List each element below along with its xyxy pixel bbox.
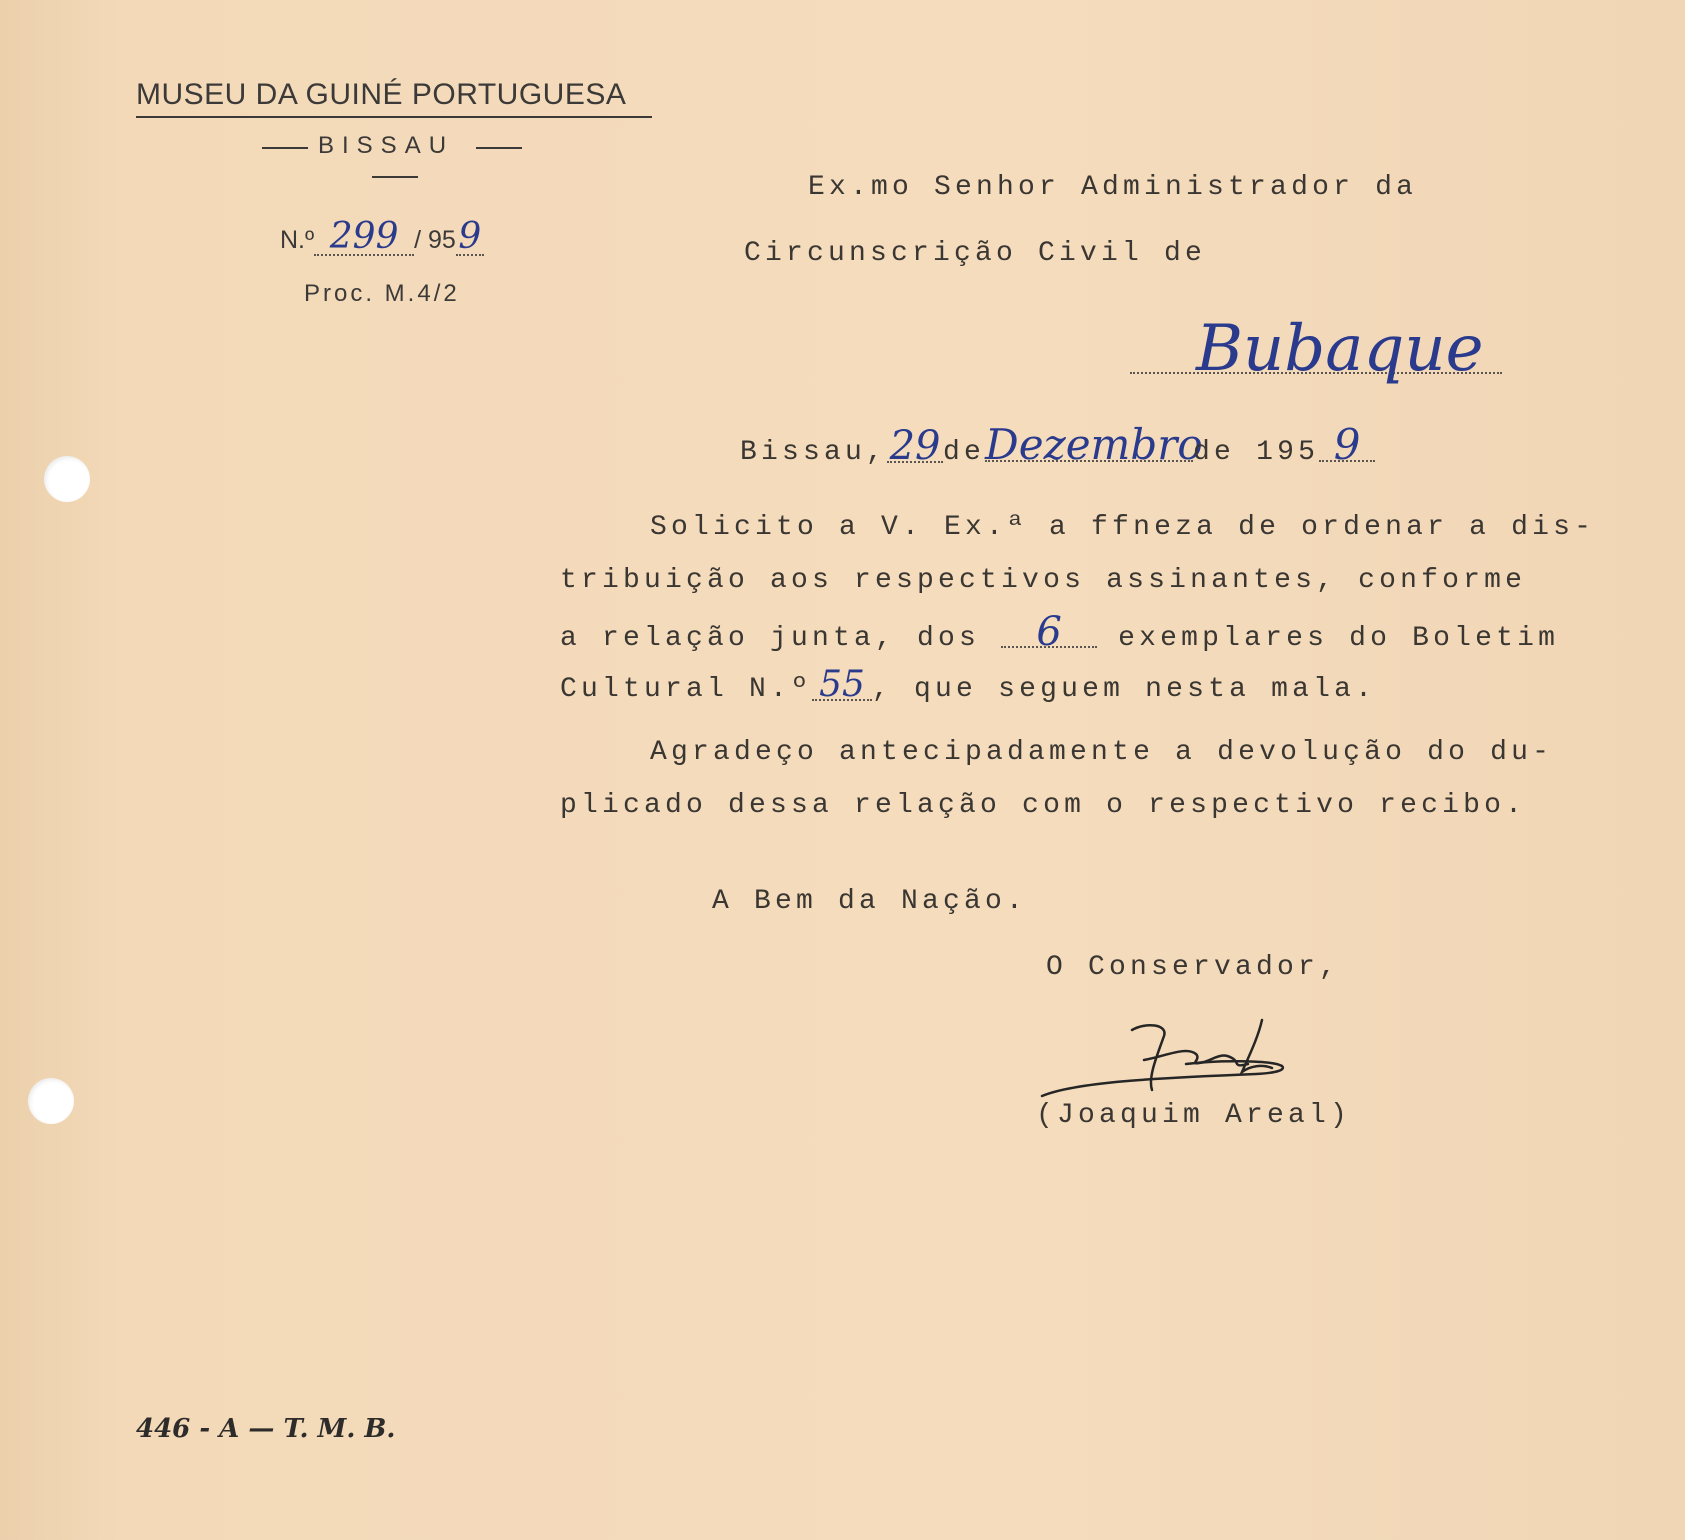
body-p1-line-4-start: Cultural N.º: [560, 674, 813, 705]
process-reference: Proc. M.4/2: [304, 280, 460, 307]
date-year-prefix: 195: [1256, 437, 1320, 468]
addressee-line-2: Circunscrição Civil de: [744, 238, 1207, 269]
date-year-suffix: 9: [1319, 430, 1375, 462]
year-suffix: 9: [456, 220, 484, 256]
body-p1-line-3: [560, 609, 1560, 655]
punch-hole-bottom: [28, 1078, 74, 1124]
date-de-2: de: [1193, 437, 1236, 468]
place-handwritten: Bubaque: [1196, 312, 1484, 386]
city-underline: [372, 176, 418, 178]
body-p1-line-2: tribuição aos respectivos assinantes, conforme: [560, 565, 1527, 596]
form-code: 446 - A — T. M. B.: [136, 1414, 396, 1444]
body-p1-line-4: [560, 664, 1377, 705]
date-day: 29: [887, 431, 943, 463]
number-label: N.º: [280, 226, 315, 254]
year-prefix: / 95: [414, 226, 456, 254]
copies-count: 6: [1001, 618, 1097, 648]
body-p1-line-3-end: exemplares do Boletim: [1118, 623, 1560, 654]
date-month: Dezembro: [985, 420, 1203, 469]
date-place: Bissau,: [740, 437, 888, 468]
number-value: 299: [314, 220, 414, 256]
city-dash-right: [476, 147, 522, 149]
body-p1-line-1: Solicito a V. Ex.ª a ffneza de ordenar a dis-: [650, 512, 1596, 543]
date-de-1: de: [943, 437, 986, 468]
closing-title: O Conservador,: [1046, 952, 1341, 983]
closing-salutation: A Bem da Nação.: [712, 886, 1028, 917]
signature: [1036, 1012, 1326, 1112]
city-name: BISSAU: [318, 132, 455, 159]
institution-name: MUSEU DA GUINÉ PORTUGUESA: [136, 78, 627, 111]
city-dash-left: [262, 147, 308, 149]
signatory-name: (Joaquim Areal): [1036, 1100, 1352, 1131]
punch-hole-top: [44, 456, 90, 502]
letterhead-rule: [136, 116, 652, 118]
place-field: [1130, 312, 1502, 386]
date-line: [740, 420, 1375, 469]
body-p2-line-1: Agradeço antecipadamente a devolução do du-: [650, 737, 1554, 768]
addressee-line-1: Ex.mo Senhor Administrador da: [808, 172, 1418, 203]
issue-number: 55: [812, 671, 872, 701]
body-p1-line-3-start: a relação junta, dos: [560, 623, 981, 654]
body-p2-line-2: plicado dessa relação com o respectivo recibo.: [560, 790, 1527, 821]
reference-number: [280, 216, 484, 257]
body-p1-line-4-end: , que seguem nesta mala.: [872, 674, 1377, 705]
